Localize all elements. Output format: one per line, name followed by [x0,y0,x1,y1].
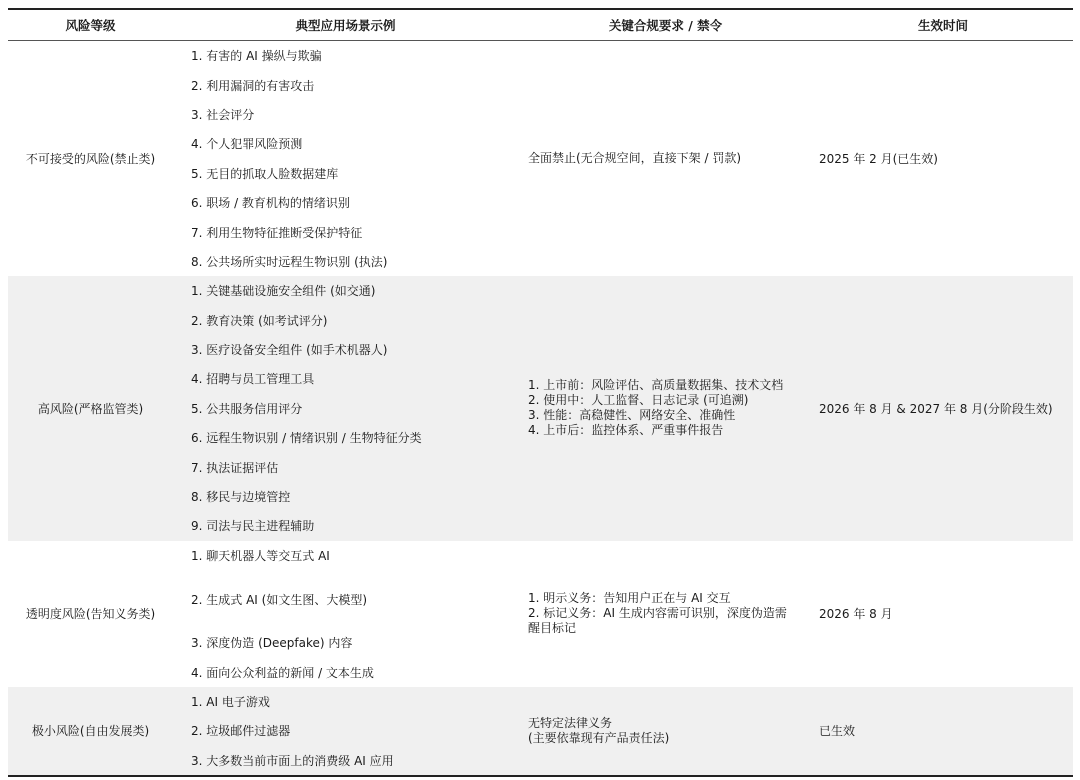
requirement-line: 2. 标记义务：AI 生成内容需可识别，深度伪造需 醒目标记 [528,606,787,636]
header-requirements: 关键合规要求 / 禁令 [608,18,723,33]
header-examples: 典型应用场景示例 [295,18,396,33]
requirements-cell [518,541,813,687]
list-item: 3. 医疗设备安全组件 (如手术机器人) [191,343,388,358]
effective-date-cell: 2026 年 8 月 [819,607,893,622]
list-item: 3. 社会评分 [191,107,255,122]
requirement-line: (主要依靠现有产品责任法) [528,730,670,745]
list-item: 6. 远程生物识别 / 情绪识别 / 生物特征分类 [191,431,422,446]
risk-level-cell: 不可接受的风险(禁止类) [25,152,156,167]
examples-cell [173,276,518,541]
header-risk-level: 风险等级 [65,18,116,33]
requirement-line: 4. 上市后：监控体系、严重事件报告 [528,423,724,438]
list-item: 4. 面向公众利益的新闻 / 文本生成 [191,665,374,680]
list-item: 3. 深度伪造 (Deepfake) 内容 [191,636,353,651]
requirement-line: 3. 性能：高稳健性、网络安全、准确性 [528,408,736,423]
list-item: 7. 利用生物特征推断受保护特征 [191,225,363,240]
list-item: 2. 垃圾邮件过滤器 [191,724,291,739]
requirement-line: 2. 使用中：人工监督、日志记录 (可追溯) [528,393,749,408]
list-item: 3. 大多数当前市面上的消费级 AI 应用 [191,753,394,768]
list-item: 1. 有害的 AI 操纵与欺骗 [191,49,322,64]
effective-date-cell: 2026 年 8 月 & 2027 年 8 月(分阶段生效) [819,401,1053,416]
requirement-line: 全面禁止(无合规空间，直接下架 / 罚款) [528,151,742,166]
risk-level-cell: 极小风险(自由发展类) [31,724,150,739]
requirements-cell [518,276,813,541]
list-item: 8. 公共场所实时远程生物识别 (执法) [191,254,388,269]
list-item: 5. 无目的抓取人脸数据建库 [191,166,339,181]
list-item: 7. 执法证据评估 [191,460,279,475]
examples-cell [173,687,518,775]
list-item: 1. AI 电子游戏 [191,695,270,709]
list-item: 6. 职场 / 教育机构的情绪识别 [191,196,350,211]
list-item: 8. 移民与边境管控 [191,490,291,505]
list-item: 2. 教育决策 (如考试评分) [191,313,328,328]
list-item: 2. 利用漏洞的有害攻击 [191,78,315,93]
table-header [8,10,1073,41]
requirements-cell [518,41,813,276]
effective-date-cell: 2025 年 2 月(已生效) [819,152,938,167]
header-effective: 生效时间 [917,18,968,33]
table-row [8,541,1073,687]
examples-cell [173,541,518,687]
requirement-line: 无特定法律义务 [528,715,613,730]
requirement-line: 1. 上市前：风险评估、高质量数据集、技术文档 [528,378,784,393]
risk-table [8,8,1073,777]
list-item: 1. 聊天机器人等交互式 AI [191,548,330,563]
list-item: 4. 招聘与员工管理工具 [191,372,315,387]
examples-cell [173,41,518,276]
risk-level-cell: 透明度风险(告知义务类) [25,607,156,622]
list-item: 2. 生成式 AI (如文生图、大模型) [191,592,368,607]
table-row [8,41,1073,276]
list-item: 1. 关键基础设施安全组件 (如交通) [191,284,376,299]
bottom-rule [8,775,1073,777]
table-row [8,276,1073,541]
table-row [8,687,1073,775]
effective-date-cell: 已生效 [819,724,856,739]
list-item: 9. 司法与民主进程辅助 [191,519,315,534]
risk-level-cell: 高风险(严格监管类) [37,401,144,416]
list-item: 4. 个人犯罪风险预测 [191,137,303,152]
list-item: 5. 公共服务信用评分 [191,401,303,416]
requirement-line: 1. 明示义务：告知用户正在与 AI 交互 [528,591,731,606]
requirements-cell [518,687,813,775]
